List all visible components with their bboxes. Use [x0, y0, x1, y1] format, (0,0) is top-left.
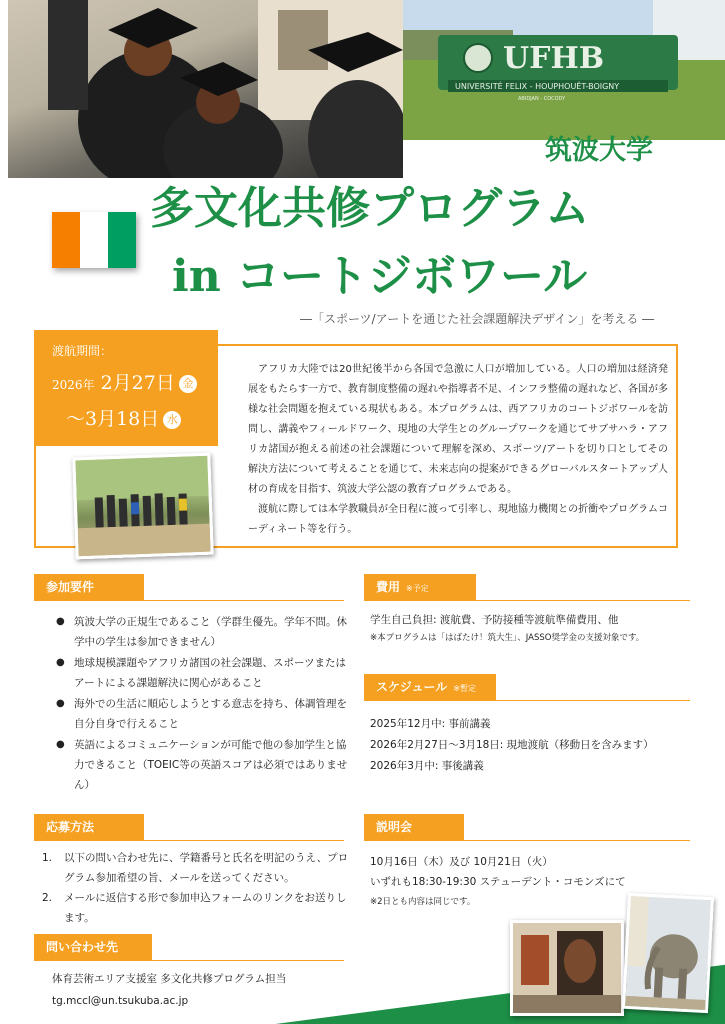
ufhb-sign-text: UFHB — [503, 41, 605, 76]
travel-period-start — [52, 368, 197, 395]
schedule-item: 2025年12月中: 事前講義 — [370, 718, 491, 730]
requirement-item: ● 地球規模課題やアフリカ諸国の社会課題、スポーツまたはアートによる課題解決に関心があること — [50, 653, 350, 693]
application-underline — [34, 840, 344, 841]
elephant-statue-photo — [622, 893, 714, 1013]
ufhb-sign-location: ABIDJAN - COCODY — [518, 96, 566, 102]
group-photo — [72, 453, 213, 560]
requirement-item: ● 海外での生活に順応しようとする意志を持ち、体調管理を自分自身で行えること — [50, 694, 350, 734]
description-paragraph-1: アフリカ大陸では20世紀後半から各国で急激に人口が増加している。人口の増加は経済発展をもたらす一方で、教育制度整備の遅れや指導者不足、インフラ整備の遅れなど、各国が多様な社会問題を抱えている現状もある。本プログラムは、西アフリカのコートジボワールを訪問し、講義やフィールドワーク、現地の大学生とのグループワークを通じてサブサハラ・アフリカ諸国が抱える前述の社会課題について理解を深め、スポーツ/アートを切り口としてその解決方法について考えることを通じて、未来志向の提案ができるグローバルスタートアップ人材の育成を目指す、筑波大学公認の教育プログラムである。 — [248, 364, 668, 495]
step-number: 2. — [42, 892, 53, 904]
cost-support: ※本プログラムは「はばたけ！筑大生」、JASSO奨学金の支援対象です。 — [370, 633, 645, 643]
cost-underline — [364, 600, 690, 601]
schedule-header — [364, 674, 496, 701]
contact-title: 問い合わせ先 — [46, 940, 119, 954]
briefing-time-place: いずれも18:30-19:30 ステューデント・コモンズにて — [370, 876, 626, 888]
art-gallery-photo — [510, 920, 624, 1016]
requirements-underline — [34, 600, 344, 601]
travel-period-end — [66, 404, 181, 431]
travel-period-box — [34, 330, 218, 446]
university-sign-photo — [403, 0, 725, 140]
contact-underline — [34, 960, 344, 961]
briefing-underline — [364, 840, 690, 841]
application-steps — [34, 848, 350, 928]
requirements-list — [50, 612, 350, 795]
flag-stripe-orange — [52, 212, 80, 268]
cost-text: 学生自己負担: 渡航費、予防接種等渡航準備費用、他 — [370, 614, 619, 626]
schedule-title: スケジュール — [376, 680, 448, 694]
start-weekday-badge: 金 — [179, 375, 197, 393]
program-subtitle: ―「スポーツ/アートを通じた社会課題解決デザイン」を考える ― — [300, 312, 655, 326]
application-list-wrap — [34, 848, 350, 928]
step-text: 以下の問い合わせ先に、学籍番号と氏名を明記のうえ、プログラム参加希望の旨、メールを送ってください。 — [64, 852, 349, 884]
contact-info — [52, 968, 352, 1012]
contact-office: 体育芸術エリア支援室 多文化共修プログラム担当 — [52, 973, 287, 985]
contact-header — [34, 934, 152, 961]
program-title-line1: 多文化共修プログラム — [150, 183, 590, 234]
start-year: 2026年 — [52, 378, 95, 392]
travel-period-label: 渡航期間： — [52, 344, 113, 358]
contact-email[interactable]: tg.mccl@un.tsukuba.ac.jp — [52, 995, 189, 1007]
cote-divoire-flag — [52, 212, 136, 268]
application-header — [34, 814, 144, 841]
cost-note: ※予定 — [406, 584, 429, 593]
requirements-list-wrap — [50, 612, 350, 796]
requirement-item: ● 英語によるコミュニケーションが可能で他の参加学生と協力できること（TOEIC等の英語スコアは必須ではありません） — [50, 735, 350, 795]
application-title: 応募方法 — [46, 820, 95, 834]
cost-header — [364, 574, 476, 601]
description-paragraph-2: 渡航に際しては本学教職員が全日程に渡って引率し、現地協力機関との折衝やプログラムコーディネート等を行う。 — [248, 504, 668, 535]
requirements-header — [34, 574, 144, 601]
cost-body — [370, 610, 700, 646]
application-step — [34, 848, 350, 888]
briefing-dates: 10月16日（木）及び 10月21日（火） — [370, 856, 553, 868]
graduates-photo — [8, 0, 403, 178]
cost-title: 費用 — [376, 580, 401, 594]
schedule-underline — [364, 700, 690, 701]
briefing-header — [364, 814, 464, 841]
university-name: 筑波大学 — [545, 135, 653, 166]
step-text: メールに返信する形で参加申込フォームのリンクをお送りします。 — [64, 892, 347, 924]
end-date: ～3月18日 — [66, 408, 160, 430]
end-weekday-badge: 水 — [163, 411, 181, 429]
schedule-item: 2026年2月27日～3月18日: 現地渡航（移動日を含みます） — [370, 739, 654, 751]
flag-stripe-white — [80, 212, 108, 268]
application-step — [34, 888, 350, 928]
briefing-note: ※2日とも内容は同じです。 — [370, 897, 476, 907]
requirements-title: 参加要件 — [46, 580, 95, 594]
briefing-title: 説明会 — [376, 820, 413, 834]
flag-stripe-green — [108, 212, 136, 268]
program-description — [248, 360, 668, 540]
start-date: 2月27日 — [94, 372, 175, 394]
schedule-list — [370, 714, 700, 777]
schedule-note: ※暫定 — [453, 684, 476, 693]
schedule-item: 2026年3月中: 事後講義 — [370, 760, 484, 772]
program-title-line2: in コートジボワール — [172, 251, 588, 302]
requirement-item: ● 筑波大学の正規生であること（学群生優先。学年不問。休学中の学生は参加できません） — [50, 612, 350, 652]
step-number: 1. — [42, 852, 53, 864]
ufhb-sign-subtext: UNIVERSITÉ FELIX - HOUPHOUËT-BOIGNY — [455, 82, 620, 91]
